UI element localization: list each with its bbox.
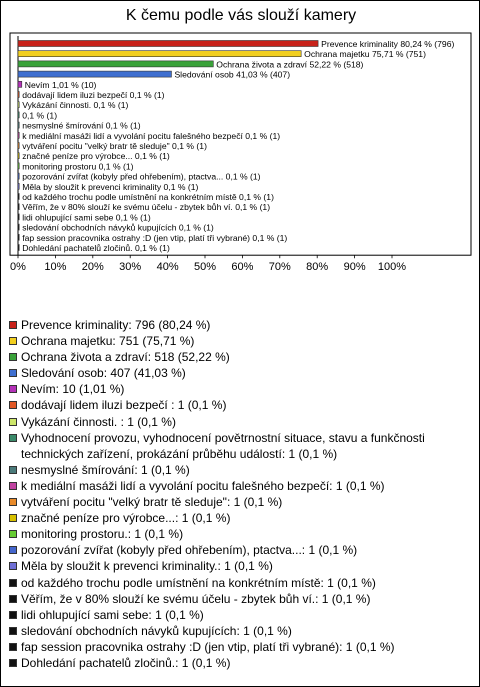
bar-15 — [18, 183, 19, 189]
legend-label: Vyhodnocení provozu, vyhodnocení povětrnostní situace, stavu a funkčnosti technických zařízení, prokázání průběhu událostí: 1 (0,1 %) — [21, 430, 425, 461]
legend-item-10 — [9, 478, 477, 494]
bar-chart — [9, 32, 473, 319]
legend-swatch — [9, 643, 17, 651]
legend-item-20 — [9, 639, 477, 655]
legend-item-18 — [9, 607, 477, 623]
legend-swatch — [9, 369, 17, 377]
legend-swatch — [9, 385, 17, 393]
bar-label-12: značné peníze pro výrobce... 0,1 % (1) — [22, 151, 170, 162]
legend-swatch — [9, 627, 17, 635]
legend-label: Ochrana majetku: 751 (75,71 %) — [21, 334, 195, 349]
bar-1 — [18, 41, 318, 47]
bar-label-2: Ochrana majetku 75,71 % (751) — [304, 49, 426, 60]
bar-label-9: nesmyslné šmírování 0,1 % (1) — [22, 120, 141, 131]
x-tick-label-5: 50% — [193, 261, 217, 274]
bar-11 — [18, 143, 19, 149]
legend-label: Vykázání činnosti. : 1 (0,1 %) — [21, 414, 176, 429]
bar-label-4: Sledování osob 41,03 % (407) — [174, 69, 291, 80]
legend-label: Měla by sloužit k prevenci kriminality.: 1 (0,1 %) — [21, 559, 273, 574]
x-tick-label-4: 40% — [156, 261, 179, 274]
legend-item-16 — [9, 575, 477, 591]
legend-swatch — [9, 595, 17, 603]
legend-swatch — [9, 418, 17, 426]
bar-label-13: monitoring prostoru 0,1 % (1) — [22, 161, 134, 172]
bar-6 — [18, 92, 19, 98]
bar-label-11: vytváření pocitu "velký bratr tě sleduje" 0,1 % (1) — [22, 141, 207, 151]
bar-label-6: dodávají lidem iluzi bezpečí 0,1 % (1) — [22, 90, 165, 100]
x-tick-label-7: 70% — [268, 261, 291, 274]
legend-swatch — [9, 659, 17, 667]
bar-label-19: sledování obchodních návyků kupujících 0,1 % (1) — [22, 222, 214, 233]
legend-swatch — [9, 482, 17, 490]
legend-swatch — [9, 466, 17, 474]
legend-label: Prevence kriminality: 796 (80,24 %) — [21, 318, 211, 332]
legend-label: vytváření pocitu "velký bratr tě sleduje": 1 (0,1 %) — [21, 495, 283, 510]
legend-label: monitoring prostoru.: 1 (0,1 %) — [21, 527, 184, 542]
legend-swatch — [9, 321, 17, 329]
bar-13 — [18, 163, 19, 169]
bar-21 — [18, 245, 19, 251]
legend-label: nesmyslné šmírování: 1 (0,1 %) — [21, 462, 190, 477]
legend-item-15 — [9, 558, 477, 574]
legend-swatch — [9, 401, 17, 409]
x-tick-label-2: 20% — [81, 261, 104, 274]
legend-item-14 — [9, 542, 477, 558]
legend-item-13 — [9, 526, 477, 542]
bar-label-3: Ochrana života a zdraví 52,22 % (518) — [216, 59, 364, 70]
chart-legend — [9, 317, 477, 671]
x-tick-label-9: 90% — [343, 261, 366, 274]
bar-17 — [18, 204, 19, 210]
legend-item-9 — [9, 462, 477, 478]
x-tick-label-1: 10% — [44, 261, 67, 274]
bar-label-5: Nevím 1,01 % (10) — [24, 79, 97, 90]
bar-10 — [18, 132, 19, 138]
bar-16 — [18, 194, 19, 200]
legend-label: Ochrana života a zdraví: 518 (52,22 %) — [21, 350, 230, 365]
legend-label: fap session pracovnika ostrahy :D (jen vtip, platí tři vybrané): 1 (0,1 %) — [21, 639, 395, 654]
x-tick-label-6: 60% — [231, 261, 254, 274]
bar-label-15: Měla by sloužit k prevenci kriminality 0,1 % (1) — [22, 181, 199, 192]
x-tick-label-10: 100% — [377, 261, 407, 274]
bar-4 — [18, 71, 171, 77]
legend-item-8 — [9, 430, 477, 462]
legend-item-11 — [9, 494, 477, 510]
x-tick-label-0: 0% — [10, 261, 26, 274]
bar-14 — [18, 173, 19, 179]
bar-label-17: Věřím, že v 80% slouží ke svému účelu - zbytek bůh ví. 0,1 % (1) — [22, 202, 271, 213]
bar-9 — [18, 122, 19, 128]
bar-19 — [18, 224, 19, 230]
bar-label-21: Dohledání pachatelů zločinů. 0,1 % (1) — [22, 243, 170, 253]
bar-label-1: Prevence kriminality 80,24 % (796) — [321, 39, 455, 49]
bar-label-8: 0,1 % (1) — [22, 110, 58, 121]
bar-2 — [18, 51, 301, 57]
legend-item-19 — [9, 623, 477, 639]
legend-label: sledování obchodních návyků kupujících: 1 (0,1 %) — [21, 623, 292, 638]
chart-title: K čemu podle vás slouží kamery — [125, 7, 357, 24]
legend-label: lidi ohlupující sami sebe: 1 (0,1 %) — [21, 607, 204, 622]
bar-label-14: pozorování zvířat (kobyly před ohřebením), ptactva... 0,1 % (1) — [22, 171, 261, 182]
legend-item-6 — [9, 397, 477, 413]
legend-label: Sledování osob: 407 (41,03 %) — [21, 366, 186, 381]
legend-swatch — [9, 579, 17, 587]
legend-item-7 — [9, 414, 477, 430]
legend-swatch — [9, 611, 17, 619]
legend-item-12 — [9, 510, 477, 526]
bar-12 — [18, 153, 19, 159]
legend-item-17 — [9, 591, 477, 607]
legend-swatch — [9, 337, 17, 345]
legend-swatch — [9, 353, 17, 361]
legend-item-21 — [9, 655, 477, 671]
legend-label: pozorování zvířat (kobyly před ohřebením), ptactva...: 1 (0,1 %) — [21, 543, 358, 558]
legend-label: Věřím, že v 80% slouží ke svému účelu - zbytek bůh ví.: 1 (0,1 %) — [21, 591, 371, 606]
legend-label: Dohledání pachatelů zločinů.: 1 (0,1 %) — [21, 655, 231, 670]
legend-label: k mediální masáži lidí a vyvolání pocitu falešného bezpečí: 1 (0,1 %) — [21, 478, 385, 493]
bar-label-16: od každého trochu podle umístnění na konkrétním místě 0,1 % (1) — [22, 192, 274, 202]
legend-swatch — [9, 530, 17, 538]
bar-label-7: Vykázání činnosti. 0,1 % (1) — [22, 100, 129, 111]
legend-item-4 — [9, 365, 477, 381]
legend-swatch — [9, 498, 17, 506]
x-tick-label-8: 80% — [306, 261, 329, 274]
legend-item-3 — [9, 349, 477, 365]
bar-8 — [18, 112, 19, 118]
legend-swatch — [9, 434, 17, 442]
bar-20 — [18, 234, 19, 240]
legend-swatch — [9, 562, 17, 570]
x-tick-label-3: 30% — [119, 261, 142, 274]
bar-label-10: k mediální masáži lidí a vyvolání pocitu falešného bezpečí 0,1 % (1) — [22, 130, 281, 141]
legend-label: Nevím: 10 (1,01 %) — [21, 382, 125, 397]
bar-label-18: lidi ohlupující sami sebe 0,1 % (1) — [22, 212, 151, 223]
legend-item-2 — [9, 333, 477, 349]
bar-7 — [18, 102, 19, 108]
bar-5 — [18, 81, 22, 87]
bar-18 — [18, 214, 19, 220]
legend-label: značné peníze pro výrobce...: 1 (0,1 %) — [21, 511, 231, 526]
legend-item-5 — [9, 381, 477, 397]
legend-label: od každého trochu podle umístnění na konkrétním místě: 1 (0,1 %) — [21, 575, 376, 590]
legend-swatch — [9, 546, 17, 554]
legend-swatch — [9, 514, 17, 522]
bar-label-20: fap session pracovnika ostrahy :D (jen vtip, platí tři vybrané) 0,1 % (1) — [22, 232, 288, 243]
legend-label: dodávají lidem iluzi bezpečí : 1 (0,1 %) — [21, 398, 227, 413]
bar-3 — [18, 61, 213, 67]
legend-item-1 — [9, 317, 477, 333]
